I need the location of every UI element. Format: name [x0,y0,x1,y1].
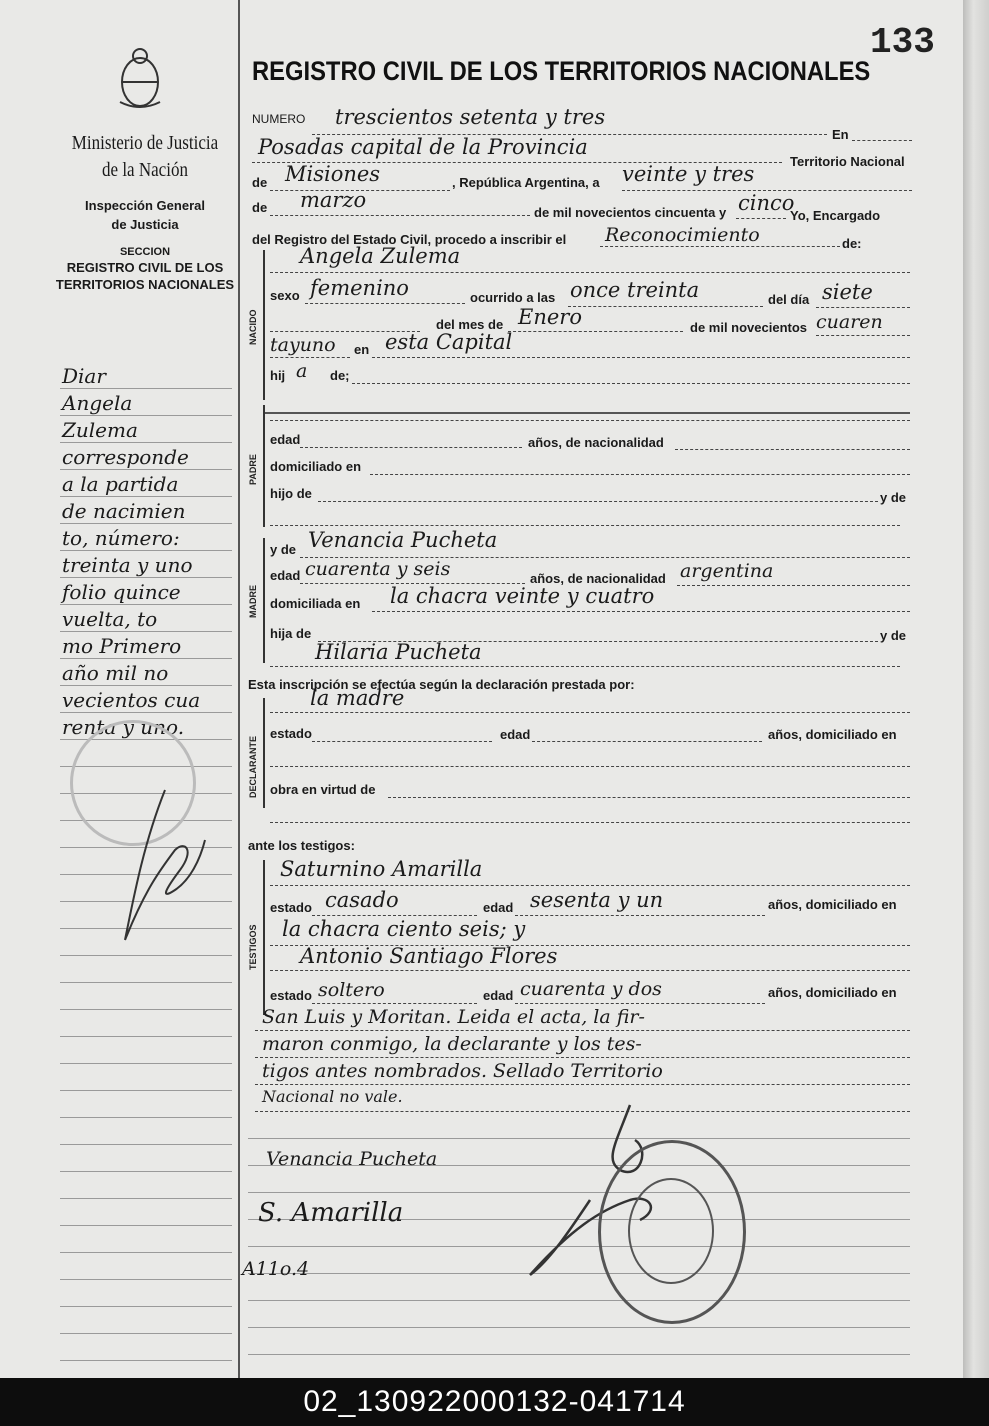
margin-ruling-line [60,631,232,632]
value-lugar-nac: esta Capital [385,330,513,354]
value-hij: a [296,360,308,382]
label-registro: del Registro del Estado Civil, procedo a inscribir el [252,232,567,247]
label-edad-padre: edad [270,432,301,447]
label-anios-padre: años, de nacionalidad [528,435,664,450]
value-testigo1: Saturnino Amarilla [280,857,483,881]
value-hora: once treinta [570,278,700,302]
anio-nac-line [816,335,910,336]
nombre-line [270,272,910,273]
margin-note-line: a la partida [62,472,179,496]
value-dia-nac: siete [822,280,873,304]
section-line2: REGISTRO CIVIL DE LOS [66,260,224,275]
edad-t1-line [515,915,765,916]
testigo1-line [270,885,910,886]
label-anio: de mil novecientos cincuenta y [534,205,727,220]
margin-ruling-line [60,442,232,443]
label-madre: MADRE [248,585,258,618]
page-edge [963,0,989,1378]
label-en2: en [354,342,370,357]
value-anio-nac2: tayuno [270,334,336,356]
sexo-line [305,303,465,304]
label-estado-t1: estado [270,900,312,915]
margin-ruling-line [60,1117,232,1118]
label-yo: Yo, Encargado [790,208,881,223]
margin-ruling-line [60,1036,232,1037]
value-madre: Venancia Pucheta [308,528,498,552]
margin-note-line: renta y uno. [62,715,185,739]
value-mes-nac: Enero [518,305,582,329]
footer-id: 02_130922000132-041714 [0,1378,989,1426]
label-en: En [832,127,849,142]
label-estado-decl: estado [270,726,312,741]
label-territorio: Territorio Nacional [790,154,905,169]
label-hijo-de: hijo de [270,486,312,501]
mes-nac-line [508,331,683,332]
estado-t2-line [312,1003,477,1004]
margin-ruling-line [60,415,232,416]
value-nombre: Angela Zulema [300,244,461,268]
value-dom-t2: San Luis y Moritan. Leida el acta, la fir- [262,1006,645,1028]
mes-line [270,215,530,216]
abuela-line [270,666,900,667]
inspection-line2: de Justicia [111,217,179,232]
edad-padre-line [300,447,522,448]
label-edad-decl: edad [500,727,531,742]
margin-column [0,0,238,1378]
dom-decl-line [270,766,910,767]
value-edad-madre: cuarenta y seis [305,558,451,580]
margin-ruling-line [60,1252,232,1253]
margin-note-line: vecientos cua [62,688,201,712]
label-domiciliado: domiciliado en [270,459,362,474]
value-texto3: tigos antes nombrados. Sellado Territorio [262,1060,663,1082]
label-obra: obra en virtud de [270,782,376,797]
margin-note-line: to, número: [62,526,180,550]
margin-note-line: de nacimien [62,499,186,523]
text-line3 [255,1084,910,1085]
testigo2-line [270,970,910,971]
margin-ruling-line [60,1171,232,1172]
label-de4: de; [330,368,350,383]
label-testigos-intro: ante los testigos: [248,838,355,853]
label-estado-t2: estado [270,988,312,1003]
signature-ruling-line [248,1327,910,1328]
margin-ruling-line [60,658,232,659]
value-testigo2: Antonio Santiago Flores [300,944,558,968]
obra-line [388,797,910,798]
value-mes: marzo [300,188,367,212]
label-inscripcion: Esta inscripción se efectúa según la declaración prestada por: [248,677,635,692]
coat-of-arms-icon [112,42,168,112]
margin-ruling-line [60,469,232,470]
hijo-de-line [318,501,878,502]
dom-padre-line [370,474,910,475]
value-anio: cinco [738,191,795,215]
ministry-line2: de la Nación [102,159,188,181]
margin-ruling-line [60,1009,232,1010]
label-hija-de: hija de [270,626,312,641]
value-dom-madre: la chacra veinte y cuatro [390,584,655,608]
margin-note-line: mo Primero [62,634,182,658]
label-anios-t1: años, domiciliado en [768,897,897,912]
margin-ruling-line [60,388,232,389]
margin-ruling-line [60,1360,232,1361]
margin-ruling-line [60,1333,232,1334]
margin-ruling-line [60,604,232,605]
estado-t1-line [312,915,477,916]
value-nac-madre: argentina [680,560,774,582]
label-edad-madre: edad [270,568,301,583]
testigos-bar [263,860,265,1015]
margin-signature [105,780,215,950]
madre-bar [263,538,265,663]
margin-note-line: corresponde [62,445,189,469]
margin-note-line: folio quince [62,580,181,604]
margin-ruling-line [60,1225,232,1226]
padre-extra-line [270,525,900,526]
label-de2: de [252,200,268,215]
value-texto4: Nacional no vale. [262,1087,403,1106]
margin-ruling-line [60,523,232,524]
nac-padre-line [675,449,910,450]
anio-nac2-line [270,357,350,358]
padre-top-rule [265,412,910,414]
en-line [852,140,912,141]
margin-note-line: Angela [62,391,133,415]
declarante-line [270,712,910,713]
obra-line2 [270,822,910,823]
padre-name-line [270,420,910,421]
page-title: REGISTRO CIVIL DE LOS TERRITORIOS NACIONALES [252,56,871,86]
estado-decl-line [312,741,492,742]
label-hij: hij [270,368,286,383]
edad-decl-line [532,741,762,742]
margin-note-line: Zulema [62,418,138,442]
margin-ruling-line [60,685,232,686]
label-padre: PADRE [248,454,258,485]
label-numero: NUMERO [252,112,306,126]
label-republica: , República Argentina, a [452,175,600,190]
dia-nac-line [816,307,910,308]
margin-ruling-line [60,550,232,551]
margin-ruling-line [60,1144,232,1145]
label-anios-decl: años, domiciliado en [768,727,897,742]
label-y-de2: y de [270,542,297,557]
section-line3: TERRITORIOS NACIONALES [55,277,235,292]
margin-ruling-line [60,1063,232,1064]
label-del-mes: del mes de [436,317,504,332]
value-dia: veinte y tres [622,162,755,186]
signature-witness: S. Amarilla [258,1198,404,1228]
hij-line [352,383,910,384]
label-y-de3: y de [880,628,907,643]
signature-ruling-line [248,1300,910,1301]
value-edad-t2: cuarenta y dos [520,978,662,1000]
text-line1 [255,1030,910,1031]
margin-note-line: Diar [62,364,106,388]
dom-madre-line [372,611,910,612]
value-estado-t2: soltero [318,979,385,1001]
margin-ruling-line [60,1198,232,1199]
nac-madre-line [677,585,910,586]
edad-t2-line [515,1003,765,1004]
margin-ruling-line [60,1306,232,1307]
value-anio-nac1: cuaren [816,311,883,333]
section-line1: SECCION [119,246,171,258]
text-line2 [255,1057,910,1058]
value-texto2: maron conmigo, la declarante y los tes- [262,1033,642,1055]
signature-ruling-line [248,1354,910,1355]
signature-mother: Venancia Pucheta [266,1148,438,1170]
signature-initials: A11o.4 [242,1258,310,1280]
label-de3: de: [842,236,862,251]
label-y-de: y de [880,490,907,505]
label-anios-t2: años, domiciliado en [768,985,897,1000]
margin-ruling-line [60,1279,232,1280]
margin-ruling-line [60,982,232,983]
value-estado-t1: casado [325,888,399,912]
label-ocurrido: ocurrido a las [470,290,556,305]
value-sexo: femenino [310,276,409,300]
anio-line [736,218,786,219]
value-lugar: Posadas capital de la Provincia [258,135,588,159]
value-numero: trescientos setenta y tres [335,105,606,129]
official-seal-inner [628,1178,714,1284]
label-de: de [252,175,268,190]
ministry-line1: Ministerio de Justicia [71,132,219,154]
value-acto: Reconocimiento [605,224,760,246]
value-territorio: Misiones [285,162,381,186]
acto-line [600,246,840,247]
hora-line [568,306,763,307]
margin-ruling-line [60,955,232,956]
label-anios-madre: años, de nacionalidad [530,571,666,586]
lugar-nac-line [372,357,910,358]
margin-ruling-line [60,496,232,497]
margin-note-line: treinta y uno [62,553,193,577]
label-edad-t1: edad [483,900,514,915]
label-del-dia: del día [768,292,810,307]
padre-bar [263,405,265,527]
label-edad-t2: edad [483,988,514,1003]
label-mil: de mil novecientos [690,320,808,335]
value-abuela: Hilaria Pucheta [315,640,482,664]
label-domiciliada: domiciliada en [270,596,361,611]
declarante-bar [263,698,265,808]
margin-ruling-line [60,712,232,713]
margin-note-line: año mil no [62,661,169,685]
margin-ruling-line [60,577,232,578]
value-edad-t1: sesenta y un [530,888,664,912]
nacido-bar [263,250,265,400]
value-dom-t1: la chacra ciento seis; y [282,917,526,941]
folio-number: 133 [870,22,935,63]
label-testigos: TESTIGOS [248,924,258,970]
label-sexo: sexo [270,288,300,303]
margin-ruling-line [60,1090,232,1091]
inspection-line1: Inspección General [85,198,205,213]
label-nacido: NACIDO [248,309,258,345]
ministry-block [40,132,250,292]
label-declarante: DECLARANTE [248,736,258,798]
value-declarante: la madre [310,686,405,710]
margin-note-line: vuelta, to [62,607,158,631]
